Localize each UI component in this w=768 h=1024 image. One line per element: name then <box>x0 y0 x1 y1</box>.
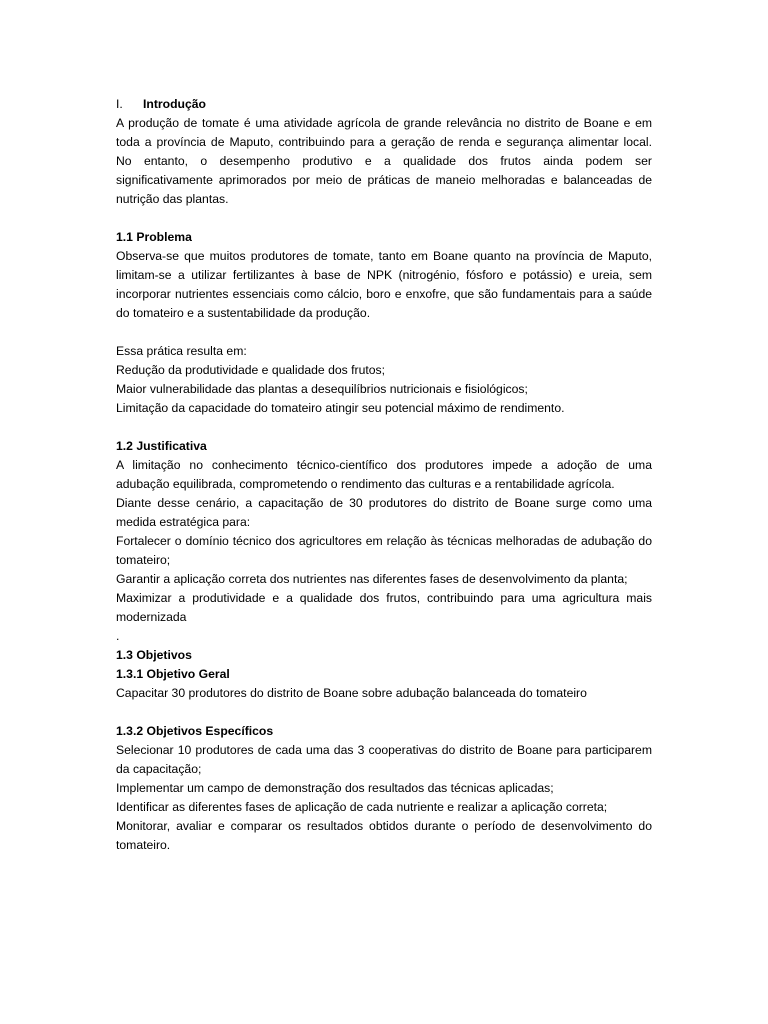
justificativa-line: medida estratégica para: <box>116 515 251 529</box>
intro-line: nutrição das plantas. <box>116 192 229 206</box>
justificativa-line: Fortalecer o domínio técnico dos agricultores em relação às técnicas melhoradas de adubação do <box>116 534 652 548</box>
justificativa-line: A limitação no conhecimento técnico-científico dos produtores impede a adoção de uma <box>116 458 652 472</box>
problema-item: Limitação da capacidade do tomateiro atingir seu potencial máximo de rendimento. <box>116 401 565 415</box>
problema-intro-line: Essa prática resulta em: <box>116 344 247 358</box>
problema-item: Redução da produtividade e qualidade dos frutos; <box>116 363 385 377</box>
objetivo-especifico-line: Identificar as diferentes fases de aplicação de cada nutriente e realizar a aplicação correta; <box>116 800 608 814</box>
objetivo-especifico-line: tomateiro. <box>116 838 171 852</box>
roman-numeral: I. <box>116 97 123 111</box>
justificativa-line: tomateiro; <box>116 553 171 567</box>
intro-line: A produção de tomate é uma atividade agrícola de grande relevância no distrito de Boane e em <box>116 116 652 130</box>
problema-heading: 1.1 Problema <box>116 230 192 244</box>
intro-line: toda a província de Maputo, contribuindo para a geração de renda e segurança alimentar local. <box>116 135 652 149</box>
problema-line: incorporar nutrientes essenciais como cálcio, boro e enxofre, que são fundamentais para a saúde <box>116 287 652 301</box>
objetivo-especifico-line: Implementar um campo de demonstração dos resultados das técnicas aplicadas; <box>116 781 554 795</box>
problema-line: do tomateiro e a sustentabilidade da produção. <box>116 306 371 320</box>
intro-heading <box>116 95 652 114</box>
intro-line: No entanto, o desempenho produtivo e a qualidade dos frutos ainda podem ser <box>116 154 652 168</box>
justificativa-line: . <box>116 629 120 643</box>
intro-heading-text: Introdução <box>143 97 206 111</box>
justificativa-line: modernizada <box>116 610 187 624</box>
problema-line: limitam-se a utilizar fertilizantes à base de NPK (nitrogénio, fósforo e potássio) e ureia, sem <box>116 268 652 282</box>
objetivo-especifico-line: Selecionar 10 produtores de cada uma das 3 cooperativas do distrito de Boane para participarem <box>116 743 652 757</box>
justificativa-line: Maximizar a produtividade e a qualidade dos frutos, contribuindo para uma agricultura mais <box>116 591 652 605</box>
justificativa-line: Garantir a aplicação correta dos nutrientes nas diferentes fases de desenvolvimento da planta; <box>116 572 628 586</box>
justificativa-heading: 1.2 Justificativa <box>116 439 207 453</box>
justificativa-line: Diante desse cenário, a capacitação de 30 produtores do distrito de Boane surge como uma <box>116 496 652 510</box>
justificativa-line: adubação equilibrada, comprometendo o rendimento das culturas e a rentabilidade agrícola. <box>116 477 615 491</box>
objetivos-especificos-heading: 1.3.2 Objetivos Específicos <box>116 724 274 738</box>
objetivo-geral-heading: 1.3.1 Objetivo Geral <box>116 667 230 681</box>
objetivos-heading: 1.3 Objetivos <box>116 648 192 662</box>
objetivo-especifico-line: Monitorar, avaliar e comparar os resultados obtidos durante o período de desenvolvimento do <box>116 819 652 833</box>
intro-line: significativamente aprimorados por meio de práticas de maneio melhoradas e balanceadas de <box>116 173 652 187</box>
problema-line: Observa-se que muitos produtores de tomate, tanto em Boane quanto na província de Maputo, <box>116 249 652 263</box>
objetivo-especifico-line: da capacitação; <box>116 762 202 776</box>
objetivo-geral-text: Capacitar 30 produtores do distrito de Boane sobre adubação balanceada do tomateiro <box>116 686 587 700</box>
problema-item: Maior vulnerabilidade das plantas a desequilíbrios nutricionais e fisiológicos; <box>116 382 528 396</box>
